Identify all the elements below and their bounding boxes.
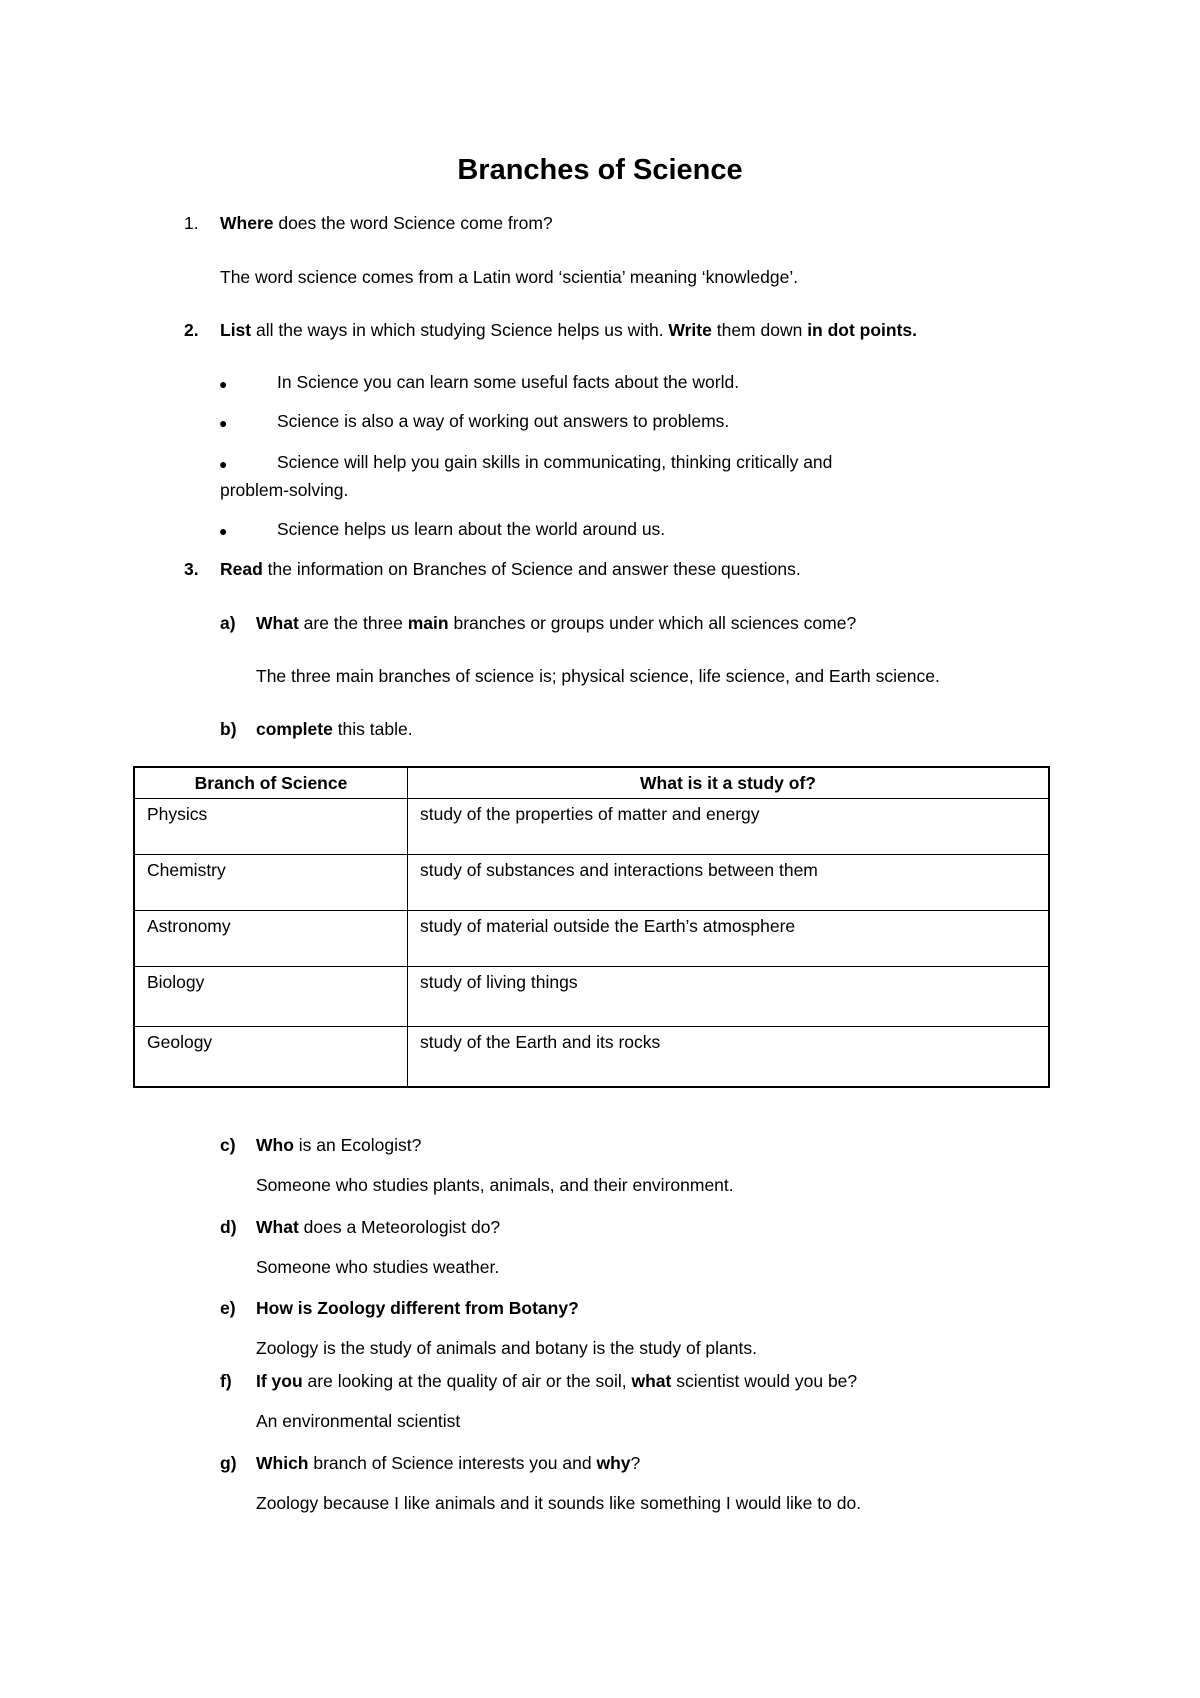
q3b-question: complete this table.	[256, 719, 413, 739]
q1-question: Where does the word Science come from?	[220, 213, 553, 233]
bullet-dot: ●	[219, 415, 228, 431]
table-row	[134, 911, 1049, 967]
table-row	[134, 799, 1049, 855]
bullet-item: Science is also a way of working out answers to problems.	[277, 411, 730, 431]
bullet-dot: ●	[219, 376, 228, 392]
table-cell: study of substances and interactions between them	[408, 855, 1050, 911]
q3c-answer: Someone who studies plants, animals, and their environment.	[256, 1175, 734, 1195]
q3f-question: If you are looking at the quality of air or the soil, what scientist would you be?	[256, 1371, 858, 1391]
table-row	[134, 1027, 1049, 1087]
q1-answer: The word science comes from a Latin word ‘scientia’ meaning ‘knowledge’.	[220, 267, 799, 287]
table-row	[134, 855, 1049, 911]
bullet-item: Science will help you gain skills in communicating, thinking critically and	[277, 452, 833, 472]
q3g-question: Which branch of Science interests you and why?	[256, 1453, 641, 1473]
q3e-answer: Zoology is the study of animals and botany is the study of plants.	[256, 1338, 757, 1358]
table-header: What is it a study of?	[408, 767, 1050, 799]
bullet-dot: ●	[219, 523, 228, 539]
bullet-item: In Science you can learn some useful facts about the world.	[277, 372, 740, 392]
q3f-answer: An environmental scientist	[256, 1411, 461, 1431]
q3g-label: g)	[220, 1453, 237, 1473]
table-cell: study of the Earth and its rocks	[408, 1027, 1050, 1087]
q3d-answer: Someone who studies weather.	[256, 1257, 500, 1277]
q3a-label: a)	[220, 613, 236, 633]
table-header-row	[134, 767, 1049, 799]
table-cell: study of living things	[408, 967, 1050, 1027]
q3-number: 3.	[184, 559, 199, 579]
table-cell: Physics	[134, 799, 408, 855]
q3g-answer: Zoology because I like animals and it sounds like something I would like to do.	[256, 1493, 862, 1513]
q3a-answer: The three main branches of science is; physical science, life science, and Earth science.	[256, 666, 940, 686]
q3f-label: f)	[220, 1371, 232, 1391]
q3e-label: e)	[220, 1298, 236, 1318]
table-row	[134, 967, 1049, 1027]
table-cell: Geology	[134, 1027, 408, 1087]
page-title: Branches of Science	[457, 154, 743, 186]
q3c-label: c)	[220, 1135, 236, 1155]
table-cell: study of the properties of matter and energy	[408, 799, 1050, 855]
q1-number: 1.	[184, 213, 199, 233]
table-cell: study of material outside the Earth’s atmosphere	[408, 911, 1050, 967]
table-cell: Chemistry	[134, 855, 408, 911]
branches-table	[133, 766, 1050, 1088]
q3-question: Read the information on Branches of Science and answer these questions.	[220, 559, 801, 579]
q3d-label: d)	[220, 1217, 237, 1237]
table-cell: Biology	[134, 967, 408, 1027]
q2-number: 2.	[184, 320, 199, 340]
q3c-question: Who is an Ecologist?	[256, 1135, 422, 1155]
q3b-label: b)	[220, 719, 237, 739]
q3a-question: What are the three main branches or groups under which all sciences come?	[256, 613, 857, 633]
table-cell: Astronomy	[134, 911, 408, 967]
bullet-dot: ●	[219, 456, 228, 472]
q3e-question: How is Zoology different from Botany?	[256, 1298, 579, 1318]
q3d-question: What does a Meteorologist do?	[256, 1217, 501, 1237]
bullet-item: Science helps us learn about the world around us.	[277, 519, 666, 539]
bullet-item-continued: problem-solving.	[220, 480, 349, 500]
table-header: Branch of Science	[134, 767, 408, 799]
q2-question: List all the ways in which studying Science helps us with. Write them down in dot points.	[220, 320, 918, 340]
